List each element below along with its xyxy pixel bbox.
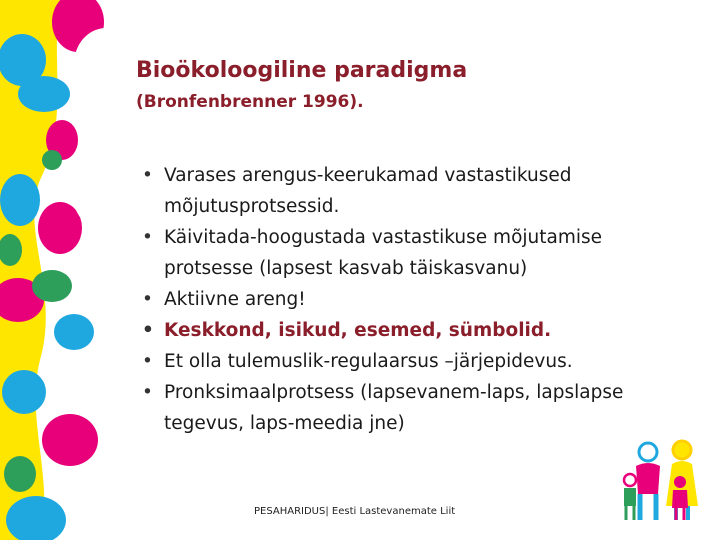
- slide-title: Bioökoloogiline paradigma: [136, 58, 468, 83]
- footer-text: PESAHARIDUS| Eesti Lastevanemate Liit: [254, 506, 456, 517]
- slide-subtitle: (Bronfenbrenner 1996).: [136, 92, 364, 112]
- decorative-shapes: [0, 0, 140, 540]
- bullet-item: • Varases arengus-keerukamad vastastikused mõjutusprotsessid.: [140, 160, 670, 222]
- bullet-item: • Aktiivne areng!: [140, 284, 670, 315]
- family-logo-icon: [618, 436, 718, 524]
- bullet-item: • Käivitada-hoogustada vastastikuse mõjutamise protsesse (lapsest kasvab täiskasvanu): [140, 222, 670, 284]
- bullet-item-highlight: • Keskkond, isikud, esemed, sümbolid.: [140, 315, 670, 346]
- bullet-item: • Et olla tulemuslik-regulaarsus –järjepidevus.: [140, 346, 670, 377]
- bullet-list: [140, 160, 670, 439]
- bullet-item: • Pronksimaalprotsess (lapsevanem-laps, lapslapse tegevus, laps-meedia jne): [140, 377, 670, 439]
